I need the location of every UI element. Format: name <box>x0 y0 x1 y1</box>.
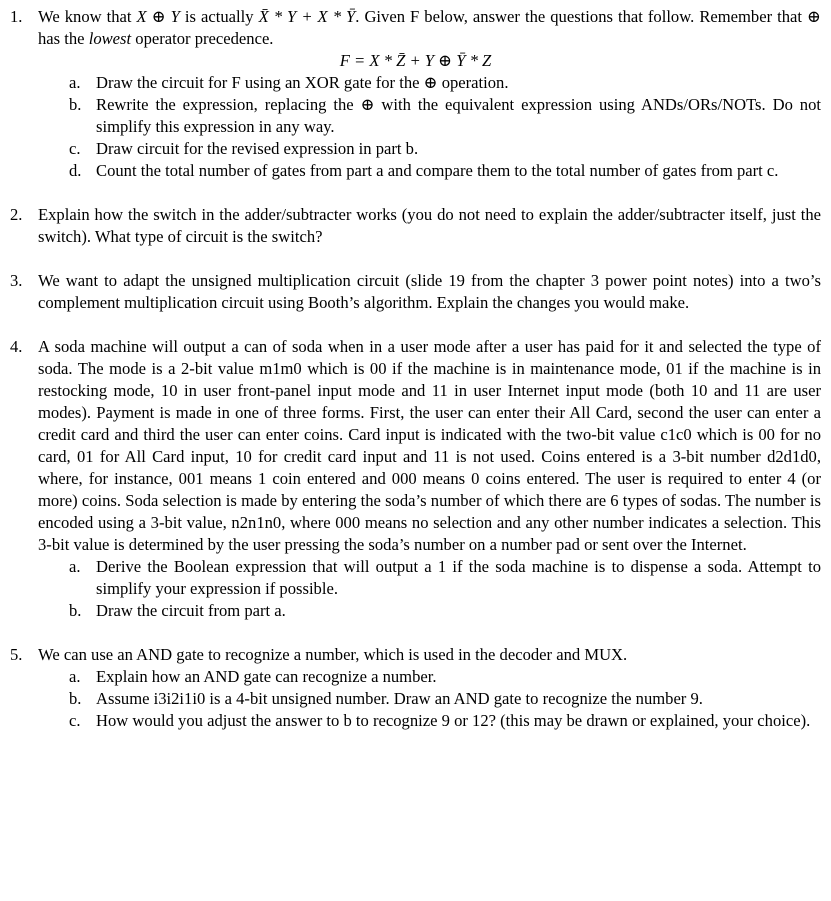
question-number: 2. <box>10 205 23 224</box>
question-5 <box>10 644 821 666</box>
q1-part-b: b. Rewrite the expression, replacing the ⊕ with the equivalent expression using ANDs/ORs/NOTs. Do not simplify this expression in any way. <box>69 95 821 136</box>
q2-text: Explain how the switch in the adder/subtracter works (you do not need to explain the adder/subtracter itself, just the switch). What type of circuit is the switch? <box>38 205 821 246</box>
question-number: 3. <box>10 271 23 290</box>
q5-part-b: b. Assume i3i2i1i0 is a 4-bit unsigned number. Draw an AND gate to recognize the number 9. <box>69 689 703 708</box>
q5-text: We can use an AND gate to recognize a number, which is used in the decoder and MUX. <box>38 645 628 664</box>
q5-part-a: a. Explain how an AND gate can recognize a number. <box>69 667 437 686</box>
question-3 <box>10 270 821 314</box>
question-1 <box>10 6 821 50</box>
question-4 <box>10 336 821 556</box>
q1-part-c: c. Draw circuit for the revised expression in part b. <box>69 139 419 158</box>
q1-text: We know that X ⊕ Y is actually X̄ * Y + X * Ȳ. Given F below, answer the questions that follow. Remember that ⊕ has the lowest operator precedence. <box>38 7 821 48</box>
question-number: 1. <box>10 7 23 26</box>
q5-part-c: c. How would you adjust the answer to b to recognize 9 or 12? (this may be drawn or explained, your choice). <box>69 711 811 730</box>
question-number: 4. <box>10 337 23 356</box>
q4-part-b: b. Draw the circuit from part a. <box>69 601 286 620</box>
question-number: 5. <box>10 645 23 664</box>
q4-part-a: a. Derive the Boolean expression that will output a 1 if the soda machine is to dispense a soda. Attempt to simplify your expression if possible. <box>69 557 821 598</box>
q1-part-d: d. Count the total number of gates from part a and compare them to the total number of gates from part c. <box>69 161 779 180</box>
q1-part-a: a. Draw the circuit for F using an XOR gate for the ⊕ operation. <box>69 73 509 92</box>
q4-text: A soda machine will output a can of soda when in a user mode after a user has paid for it and selected the type of soda. The mode is a 2-bit value m1m0 which is 00 if the machine is in maintenance mode, 01 if the machine is in restocking mode, 10 in user front-panel input mode and 11 in user Internet input mode (both 10 and 11 are user modes). Payment is made in one of three forms. First, the user can enter their All Card, second the user can enter a credit card and third the user can enter coins. Card input is indicated with the two-bit value c1c0 which is 00 for no card, 01 for All Card input, 10 for credit card input and 11 is not used. Coins entered is a 3-bit number d2d1d0, where, for instance, 001 means 1 coin entered and 000 means 0 coins entered. The user is required to enter 4 (or more) coins. Soda selection is made by entering the soda’s number of which there are 6 types of sodas. The number is encoded using a 3-bit value, n2n1n0, where 000 means no selection and any other number indicates a selection. This 3-bit value is determined by the user pressing the soda’s number on a number pad or sent over the Internet. <box>38 337 821 554</box>
equation-f: F = X * Z̄ + Y ⊕ Ȳ * Z <box>339 51 492 70</box>
q3-text: We want to adapt the unsigned multiplication circuit (slide 19 from the chapter 3 power point notes) into a two’s complement multiplication circuit using Booth’s algorithm. Explain the changes you would make. <box>38 271 821 312</box>
question-2 <box>10 204 821 248</box>
